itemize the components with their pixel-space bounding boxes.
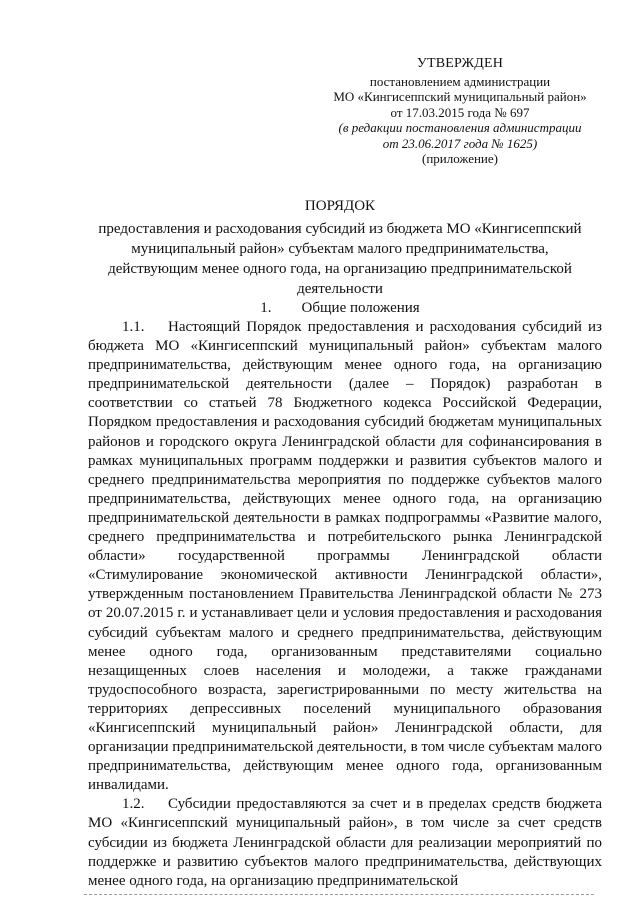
approval-line-3: от 17.03.2015 года № 697: [390, 104, 530, 120]
approval-line-6: (приложение): [421, 151, 498, 166]
document-subtitle: предоставления и расходования субсидий из бюджета МО «Кингисеппский муниципальный район» субъектам малого предпринимательства, действующим менее одного года, на организацию предпринимательской деятельности: [98, 221, 582, 297]
paragraph-text: Настоящий Порядок предоставления и расходования субсидий из бюджета МО «Кингисеппский муниципальный район» субъектам малого предпринимательства, действующим менее одного года, на организацию предпринимательской деятельности (далее – Порядок) разработан в соответствии со статьей 78 Бюджетного кодекса Российской Федерации, Порядком предоставления и расходования субсидий бюджетам муниципальных районов и городского округа Ленинградской области для софинансирования в рамках муниципальных программ поддержки и развития субъектов малого и среднего предпринимательства мероприятия по поддержке субъектов малого предпринимательства, действующих менее одного года, на организацию предпринимательской деятельности в рамках подпрограммы «Развитие малого, среднего предпринимательства и потребительского рынка Ленинградской области» государственной программы Ленинградской области «Стимулирование экономической активности Ленинградской области», утвержденным постановлением Правительства Ленинградской области № 273 от 20.07.2015 г. и устанавливает цели и условия предоставления и расходования субсидий субъектам малого и среднего предпринимательства, действующим менее одного года, организованным представителями социально незащищенных слоев населения и молодежи, а также гражданами трудоспособного возраста, зарегистрированными по месту жительства на территориях депрессивных поселений муниципального образования «Кингисеппский муниципальный район» Ленинградской области, для организации предпринимательской деятельности, в том числе субъектам малого предпринимательства, действующим менее одного года, организованным инвалидами.: [88, 319, 602, 794]
document-title: ПОРЯДОК: [304, 198, 376, 214]
approval-line-1: постановлением администрации: [369, 73, 551, 89]
document-title-block: [60, 196, 620, 299]
paragraph-number: 1.2.: [122, 796, 145, 813]
approval-line-4: (в редакции постановления администрации: [338, 120, 582, 135]
approval-title: УТВЕРЖДЕН: [416, 56, 504, 71]
paragraph-number: 1.1.: [122, 319, 145, 335]
approval-stamp: [300, 56, 620, 167]
approval-line-5: от 23.06.2017 года № 1625): [382, 135, 538, 151]
section-number: 1.: [260, 300, 272, 316]
section-heading: [60, 298, 620, 318]
section-title: Общие положения: [301, 300, 420, 316]
document-body: [88, 318, 602, 891]
paragraph-text: Субсидии предоставляются за счет и в пределах средств бюджета МО «Кингисеппский муниципальный район», в том числе за счет средств субсидии из бюджета Ленинградской области для реализации мероприятий по поддержке и развитию субъектов малого предпринимательства, действующих менее одного года, на организацию предпринимательской: [88, 796, 602, 889]
approval-line-2: МО «Кингисеппский муниципальный район»: [333, 89, 587, 104]
paragraph-1-1: [88, 318, 602, 795]
paragraph-1-2: [88, 795, 602, 890]
page-bottom-rule: [84, 894, 594, 895]
